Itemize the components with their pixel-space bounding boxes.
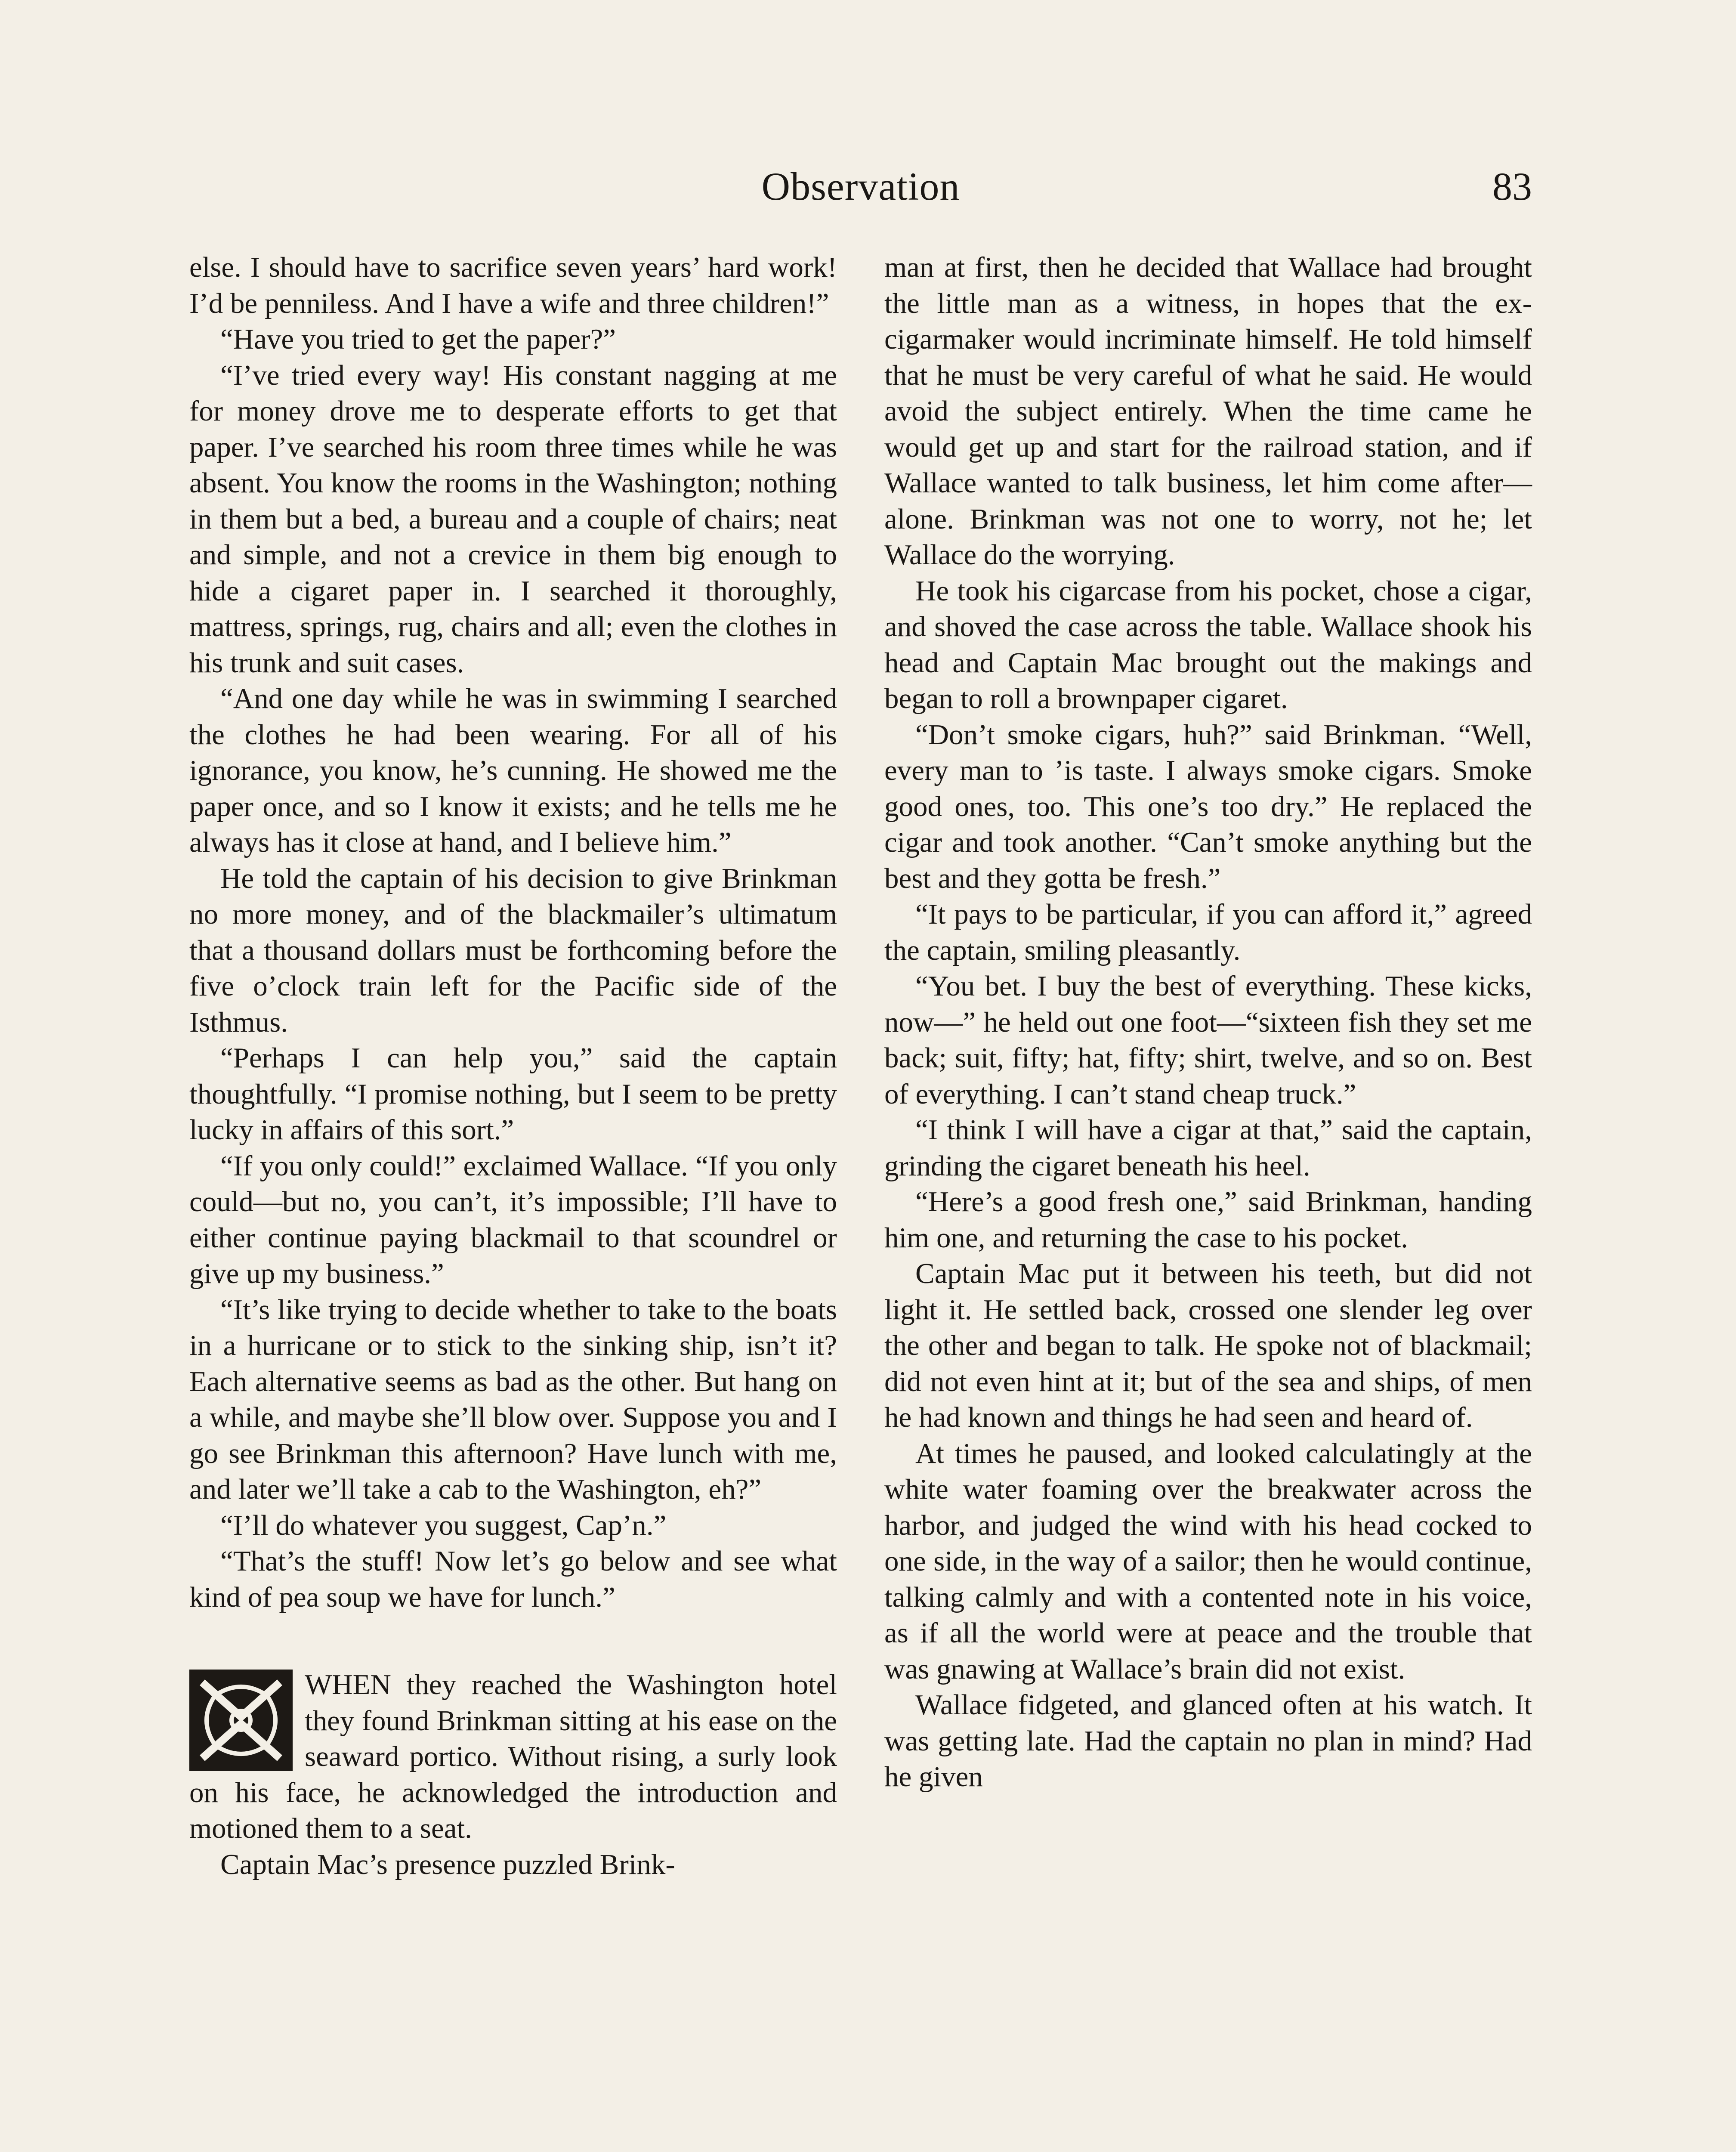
- running-title: Observation: [761, 164, 960, 208]
- paragraph: “Have you tried to get the paper?”: [220, 323, 616, 355]
- paragraph: “It pays to be particular, if you can afford it,” agreed the captain, smiling pleasantly.: [884, 898, 1532, 966]
- paragraph: “I think I will have a cigar at that,” said the captain, grinding the cigaret beneath his heel.: [884, 1114, 1532, 1182]
- left-column: [189, 250, 837, 2152]
- paragraph: “And one day while he was in swimming I searched the clothes he had been wearing. For all of his ignorance, you know, he’s cunning. He showed me the paper once, and so I know it exists; and he tells me he always has it close at hand, and I believe him.”: [189, 683, 837, 858]
- paragraph: He told the captain of his decision to give Brinkman no more money, and of the blackmailer’s ultimatum that a thousand dollars must be forthcoming before the five o’clock train left for the Pacific side of the Isthmus.: [189, 862, 837, 1038]
- paragraph: Captain Mac’s presence puzzled Brink-: [220, 1848, 675, 1880]
- paragraph: “I’ll do whatever you suggest, Cap’n.”: [220, 1509, 667, 1541]
- dropcap-paragraph: [189, 1667, 837, 1847]
- text-columns: [189, 250, 1532, 2152]
- paragraph: “I’ve tried every way! His constant nagging at me for money drove me to desperate efforts to get that paper. I’ve searched his room three times while he was absent. You know the rooms in the Washington; nothing in them but a bed, a bureau and a couple of chairs; neat and simple, and not a crevice in them big enough to hide a cigaret paper in. I searched it thoroughly, mattress, springs, rug, chairs and all; even the clothes in his trunk and suit cases.: [189, 359, 837, 679]
- paragraph: “Perhaps I can help you,” said the captain thoughtfully. “I promise nothing, but I seem to be pretty lucky in affairs of this sort.”: [189, 1042, 837, 1146]
- paragraph: He took his cigarcase from his pocket, chose a cigar, and shoved the case across the table. Wallace shook his head and Captain Mac brought out the makings and began to roll a brownpaper cigaret.: [884, 575, 1532, 714]
- paragraph: “That’s the stuff! Now let’s go below and see what kind of pea soup we have for lunch.”: [189, 1545, 837, 1613]
- dropcap-paragraph-text: WHEN they reached the Washington hotel they found Brinkman sitting at his ease on the seaward portico. Without rising, a surly look on his face, he acknowledged the introduction and motioned them to a seat.: [189, 1669, 837, 1844]
- page-header: [189, 164, 1532, 215]
- paragraph: “Here’s a good fresh one,” said Brinkman, handing him one, and returning the case to his pocket.: [884, 1186, 1532, 1254]
- section-break: [189, 1615, 837, 1667]
- paragraph: man at first, then he decided that Wallace had brought the little man as a witness, in hopes that the ex-cigarmaker would incriminate himself. He told himself that he must be very careful of what he said. He would avoid the subject entirely. When the time came he would get up and start for the railroad station, and if Wallace wanted to talk business, let him come after—alone. Brinkman was not one to worry, not he; let Wallace do the worrying.: [884, 251, 1532, 571]
- paragraph: At times he paused, and looked calculatingly at the white water foaming over the breakwater across the harbor, and judged the wind with his head cocked to one side, in the way of a sailor; then he would continue, talking calmly and with a contented note in his voice, as if all the world were at peace and the trouble that was gnawing at Wallace’s brain did not exist.: [884, 1437, 1532, 1685]
- paragraph: else. I should have to sacrifice seven years’ hard work! I’d be penniless. And I have a wife and three children!”: [189, 251, 837, 319]
- paragraph: “You bet. I buy the best of everything. These kicks, now—” he held out one foot—“sixteen fish they set me back; suit, fifty; hat, fifty; shirt, twelve, and so on. Best of everything. I can’t stand cheap truck.”: [884, 970, 1532, 1110]
- paragraph: “Don’t smoke cigars, huh?” said Brinkman. “Well, every man to ’is taste. I always smoke cigars. Smoke good ones, too. This one’s too dry.” He replaced the cigar and took another. “Can’t smoke anything but the best and they gotta be fresh.”: [884, 718, 1532, 894]
- page-number: 83: [1492, 164, 1532, 208]
- right-column: [884, 250, 1532, 2152]
- paragraph: “It’s like trying to decide whether to take to the boats in a hurricane or to stick to the sinking ship, isn’t it? Each alternative seems as bad as the other. But hang on a while, and maybe she’ll blow over. Suppose you and I go see Brinkman this afternoon? Have lunch with me, and later we’ll take a cab to the Washington, eh?”: [189, 1293, 837, 1505]
- ornamental-dropcap-icon: [189, 1670, 293, 1771]
- paragraph: Captain Mac put it between his teeth, but did not light it. He settled back, crossed one slender leg over the other and began to talk. He spoke not of blackmail; did not even hint at it; but of the sea and ships, of men he had known and things he had seen and heard of.: [884, 1258, 1532, 1433]
- paragraph: “If you only could!” exclaimed Wallace. “If you only could—but no, you can’t, it’s impossible; I’ll have to either continue paying blackmail to that scoundrel or give up my business.”: [189, 1150, 837, 1289]
- paragraph: Wallace fidgeted, and glanced often at his watch. It was getting late. Had the captain no plan in mind? Had he given: [884, 1689, 1532, 1793]
